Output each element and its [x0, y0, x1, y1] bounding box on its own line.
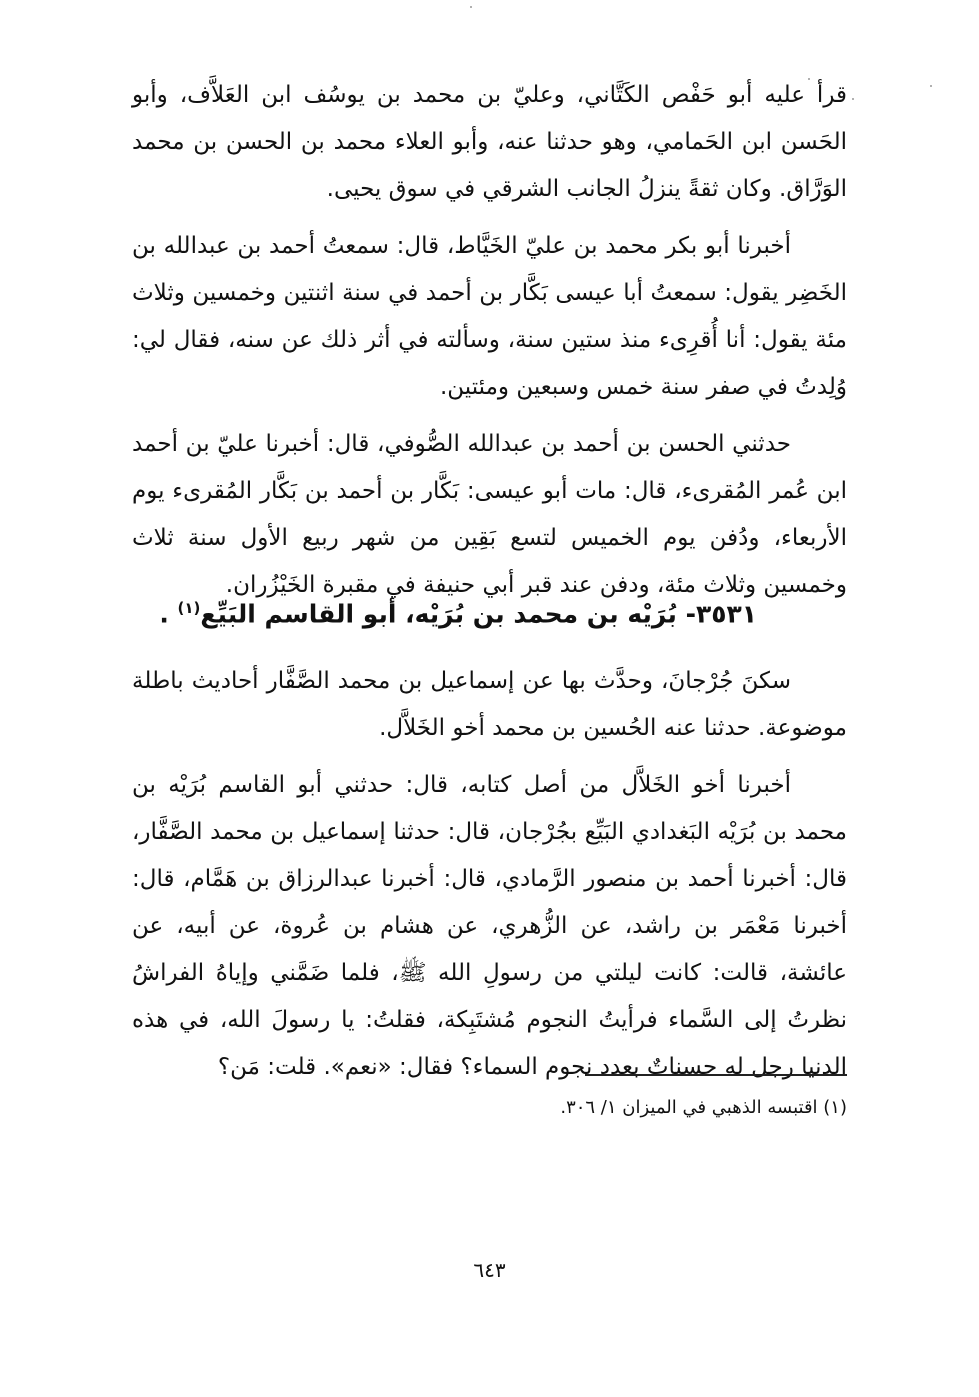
paragraph-5: أخبرنا أخو الخَلاَّل من أصل كتابه، قال: حدثني أبو القاسم بُرَيْه بن محمد بن بُرَيْه البَغدادي البَيِّع بجُرْجان، قال: حدثنا إسماعيل بن محمد الصَّفَّار، قال: أخبرنا أحمد بن منصور الرَّمادي، قال: أخبرنا عبدالرزاق بن هَمَّام، قال: أخبرنا مَعْمَر بن راشد، عن الزُّهري، عن هشام بن عُروة، عن أبيه، عن عائشة، قالت: كانت ليلتي من رسولِ الله ﷺ، فلما ضَمَّني وإياهُ الفراشُ نظرتُ إلى السَّماء فرأيتُ النجوم مُشتَبِكة، فقلتُ: يا رسولَ الله، في هذه الدنيا رجل له حسناتٌ بعدد نجوم السماء؟ فقال: «نعم». قلت: مَن؟: [132, 772, 847, 1080]
paragraph-1: قرأ عليه أبو حَفْص الكَتَّاني، وعليّ بن محمد بن يوسُف ابن العَلاَّف، وأبو الحَسن ابن الحَمامي، وهو حدثنا عنه، وأبو العلاء محمد بن الحسن بن محمد الوَرَّاق. وكان ثقةً ينزلُ الجانب الشرقي في سوق يحيى.: [132, 82, 847, 202]
paragraph-2: أخبرنا أبو بكر محمد بن عليّ الخَيَّاط، قال: سمعتُ أحمد بن عبدالله بن الخَضِر يقول: سمعتُ أبا عيسى بَكَّار بن أحمد في سنة اثنتين وخمسين وثلاث مئة يقول: أنا أُقرِىء منذ ستين سنة، وسألته في أثر ذلك عن سنه، فقال لي: وُلِدتُ في صفر سنة خمس وسبعين ومئتين.: [132, 233, 847, 400]
body-text-top: [132, 72, 847, 609]
entry-heading-text: ٣٥٣١- بُرَيْه بن محمد بن بُرَيْه، أبو القاسم البَيِّع: [200, 599, 757, 629]
scan-speck: [852, 98, 854, 100]
page-number: ٦٤٣: [473, 1258, 506, 1282]
paragraph-4: سكنَ جُرْجانَ، وحدَّث بها عن إسماعيل بن محمد الصَّفَّار أحاديث باطلة موضوعة. حدثنا عنه الحُسين بن محمد أخو الخَلاَّل.: [132, 668, 847, 741]
scan-speck: [930, 85, 932, 87]
footnote-divider: [585, 1074, 847, 1076]
footnote-reference: (١): [177, 599, 201, 617]
scan-speck: [470, 6, 472, 8]
paragraph-3: حدثني الحسن بن أحمد بن عبدالله الصُّوفي، قال: أخبرنا عليّ بن أحمد ابن عُمر المُقرىء، قال: مات أبو عيسى: بَكَّار بن أحمد بن بَكَّار المُقرىء يوم الأربعاء، ودُفن يوم الخميس لتسع بَقِين من شهر ربيع الأول سنة ثلاث وخمسين وثلاث مئة، ودفن عند قبر أبي حنيفة في مقبرة الخَيْزُران.: [132, 431, 847, 598]
entry-heading-trailing: .: [159, 599, 169, 629]
entry-heading: [132, 583, 847, 639]
body-text-bottom: [132, 658, 847, 1091]
footnote: (١) اقتبسه الذهبي في الميزان ١/ ٣٠٦.: [560, 1097, 847, 1118]
